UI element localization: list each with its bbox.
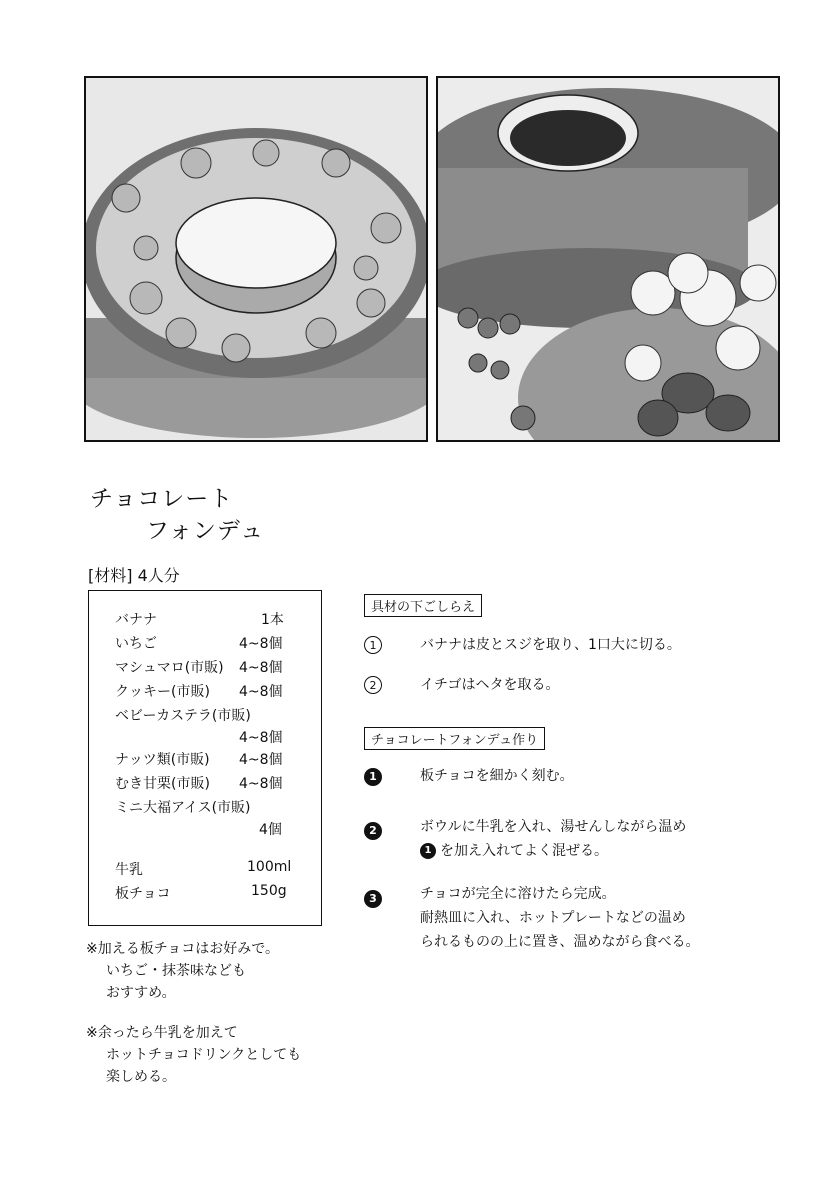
ingredients-header: [材料] 4人分 <box>88 566 180 585</box>
note-2-line3: 楽しめる。 <box>106 1069 176 1085</box>
ingredients-box <box>88 590 322 926</box>
fondue-step-number: 3 <box>364 890 382 908</box>
note-1 <box>86 938 279 1004</box>
illustration-hotplate-fondue <box>84 76 428 442</box>
prep-step-number: 1 <box>364 636 382 654</box>
note-2-line2: ホットチョコドリンクとしても <box>106 1047 302 1063</box>
note-2 <box>86 1022 301 1088</box>
ingredient-qty: 4個 <box>259 822 282 838</box>
ingredient-name: ベビーカステラ(市販) <box>115 708 251 724</box>
fondue-step-3-line1: チョコが完全に溶けたら完成。 <box>420 886 616 902</box>
ingredient-qty: 1本 <box>261 612 284 628</box>
fondue-step-2-line2 <box>420 839 686 863</box>
prep-step-number: 2 <box>364 676 382 694</box>
fondue-step-2-line2-text: を加え入れてよく混ぜる。 <box>440 843 608 859</box>
ingredient-name: ミニ大福アイス(市販) <box>115 800 251 816</box>
ingredient-name: むき甘栗(市販) <box>115 776 210 792</box>
ingredient-qty: 4~8個 <box>239 636 283 652</box>
recipe-title-line1: チョコレート <box>90 486 234 512</box>
fondue-step-2-line1: ボウルに牛乳を入れ、湯せんしながら温め <box>420 819 687 835</box>
fondue-step-text <box>420 815 686 863</box>
note-2-line1: ※余ったら牛乳を加えて <box>86 1025 238 1041</box>
hotplate-illustration <box>86 78 426 440</box>
ingredient-name: バナナ <box>115 612 157 628</box>
fondue-step-3-line2: 耐熱皿に入れ、ホットプレートなどの温め <box>420 910 686 926</box>
ingredient-qty: 4~8個 <box>239 752 283 768</box>
step-reference-icon: 1 <box>420 843 436 859</box>
ingredient-name: いちご <box>115 636 157 652</box>
ingredient-name: 板チョコ <box>115 886 171 902</box>
fondue-step-text: 板チョコを細かく刻む。 <box>420 768 574 784</box>
fondue-step-number: 1 <box>364 768 382 786</box>
fruit-platter-illustration <box>438 78 778 440</box>
note-1-line2: いちご・抹茶味なども <box>106 963 246 979</box>
illustration-fondue-pot-and-fruit <box>436 76 780 442</box>
ingredient-qty: 4~8個 <box>239 730 283 746</box>
ingredient-name: 牛乳 <box>115 862 143 878</box>
ingredient-qty: 4~8個 <box>239 660 283 676</box>
fondue-step-number: 2 <box>364 822 382 840</box>
prep-step-text: イチゴはヘタを取る。 <box>420 677 560 693</box>
prep-section-label: 具材の下ごしらえ <box>364 594 482 617</box>
fondue-step-3-line3: られるものの上に置き、温めながら食べる。 <box>420 934 700 950</box>
ingredient-name: クッキー(市販) <box>115 684 210 700</box>
note-1-line3: おすすめ。 <box>106 985 176 1001</box>
ingredient-qty: 4~8個 <box>239 776 283 792</box>
ingredient-qty: 150g <box>251 883 287 899</box>
ingredient-name: ナッツ類(市販) <box>115 752 210 768</box>
prep-step-text: バナナは皮とスジを取り、1口大に切る。 <box>420 637 681 653</box>
recipe-title-line2: フォンデュ <box>146 518 265 544</box>
ingredient-qty: 100ml <box>247 859 292 875</box>
fondue-step-text <box>420 882 699 954</box>
ingredient-qty: 4~8個 <box>239 684 283 700</box>
fondue-section-label: チョコレートフォンデュ作り <box>364 727 545 750</box>
note-1-line1: ※加える板チョコはお好みで。 <box>86 941 280 957</box>
ingredient-name: マシュマロ(市販) <box>115 660 224 676</box>
